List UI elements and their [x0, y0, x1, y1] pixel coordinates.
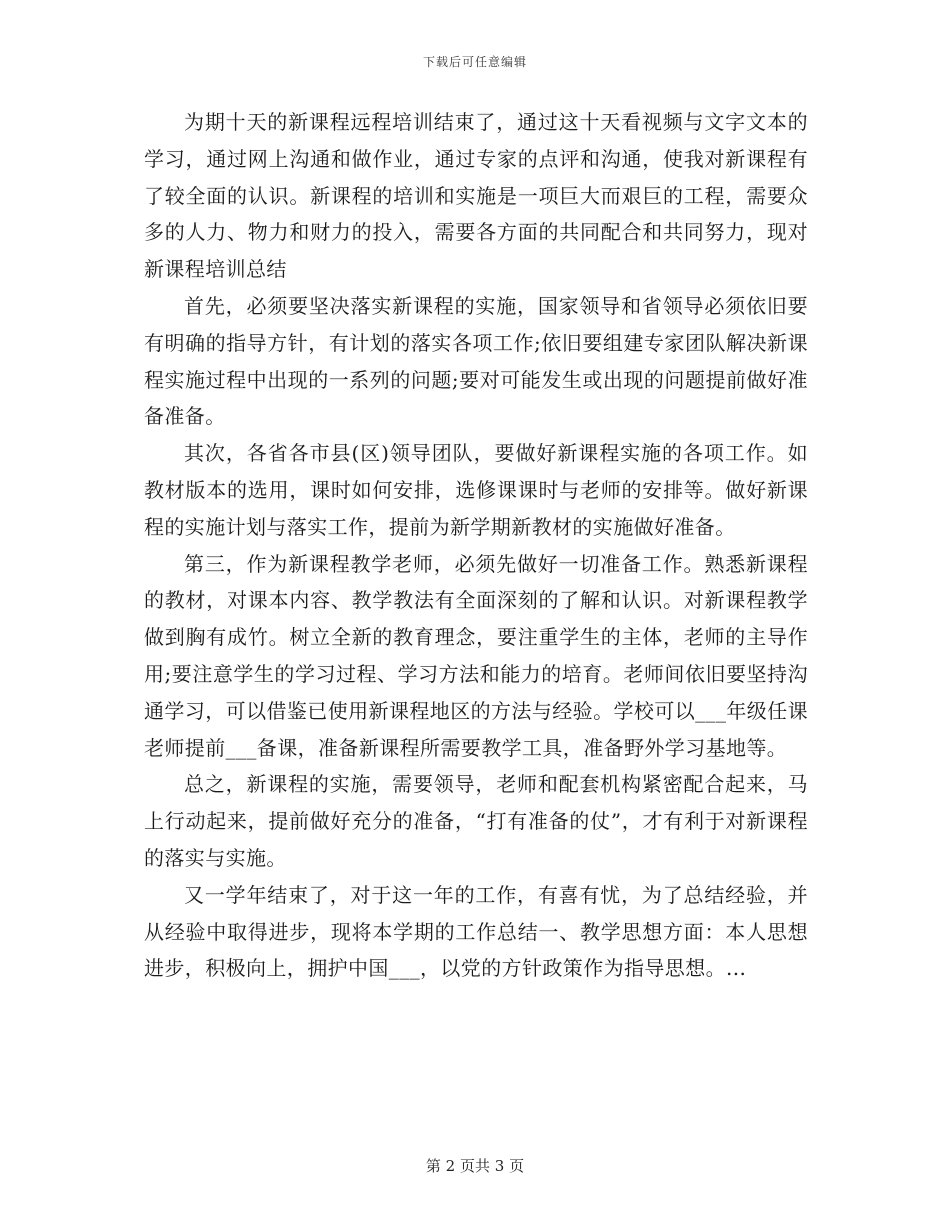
- document-body: [144, 104, 808, 987]
- paragraph-6: 又一学年结束了，对于这一年的工作，有喜有忧，为了总结经验，并从经验中取得进步，现将本学期的工作总结一、教学思想方面：本人思想进步，积极向上，拥护中国___，以党的方针政策作为指导思想。...: [144, 882, 808, 981]
- paragraph-1: 为期十天的新课程远程培训结束了，通过这十天看视频与文字文本的学习，通过网上沟通和做作业，通过专家的点评和沟通，使我对新课程有了较全面的认识。新课程的培训和实施是一项巨大而艰巨的工程，需要众多的人力、物力和财力的投入，需要各方面的共同配合和共同努力，现对新课程培训总结: [144, 110, 808, 282]
- paragraph-2: 首先，必须要坚决落实新课程的实施，国家领导和省领导必须依旧要有明确的指导方针，有计划的落实各项工作;依旧要组建专家团队解决新课程实施过程中出现的一系列的问题;要对可能发生或出现的问题提前做好准备准备。: [144, 293, 808, 429]
- paragraph-5: 总之，新课程的实施，需要领导，老师和配套机构紧密配合起来，马上行动起来，提前做好充分的准备，“打有准备的仗”，才有利于对新课程的落实与实施。: [144, 772, 808, 870]
- page-number: 第 2 页共 3 页: [425, 1157, 525, 1175]
- paragraph-3: 其次，各省各市县(区)领导团队，要做好新课程实施的各项工作。如教材版本的选用，课时如何安排，选修课课时与老师的安排等。做好新课程的实施计划与落实工作，提前为新学期新教材的实施做好准备。: [144, 441, 808, 539]
- paragraph-4: 第三，作为新课程教学老师，必须先做好一切准备工作。熟悉新课程的教材，对课本内容、教学教法有全面深刻的了解和认识。对新课程教学做到胸有成竹。树立全新的教育理念，要注重学生的主体，老师的主导作用;要注意学生的学习过程、学习方法和能力的培育。老师间依旧要坚持沟通学习，可以借鉴已使用新课程地区的方法与经验。学校可以___年级任课老师提前___备课，准备新课程所需要教学工具，准备野外学习基地等。: [144, 551, 808, 760]
- page-header: 下载后可任意编辑: [422, 55, 527, 69]
